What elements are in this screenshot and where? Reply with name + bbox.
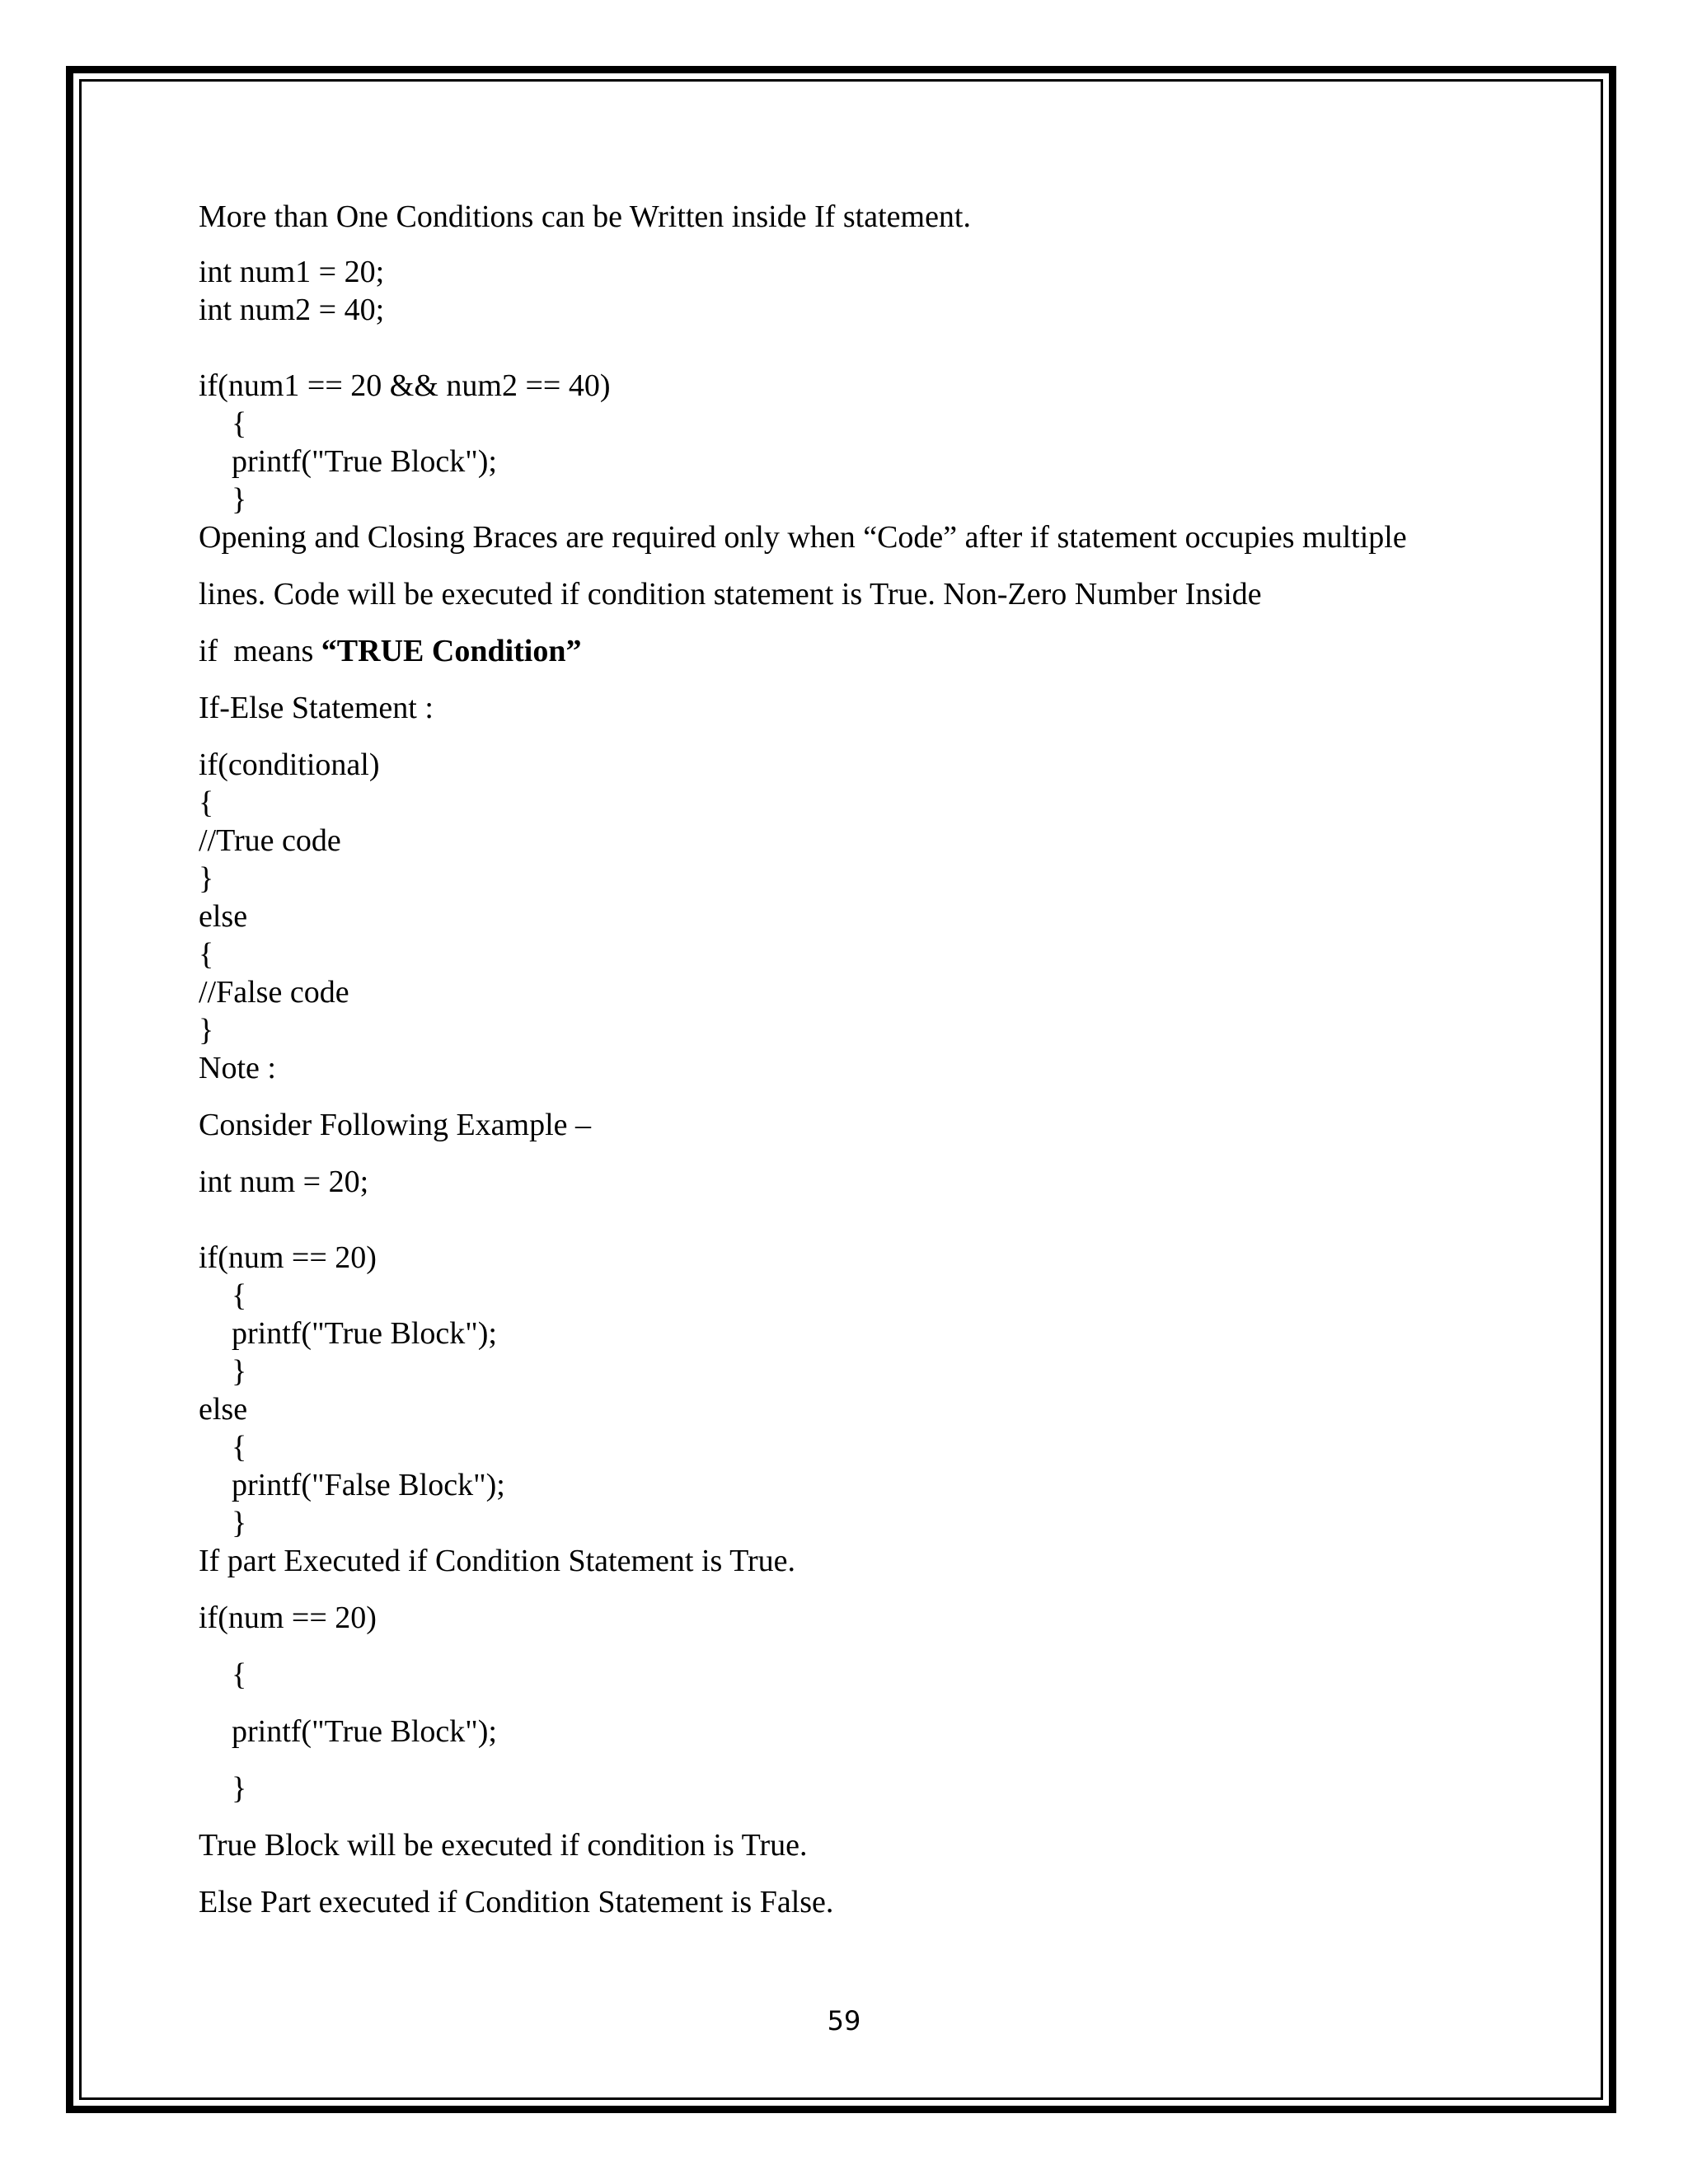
text-span: if means xyxy=(199,634,321,668)
page-number: 59 xyxy=(827,2005,861,2036)
text-line: Opening and Closing Braces are required only when “Code” after if statement occupies multiple xyxy=(199,520,1407,555)
text-line: Consider Following Example – xyxy=(199,1108,592,1142)
code-line: if(num == 20) xyxy=(199,1601,377,1635)
code-line: printf("True Block"); xyxy=(232,1316,497,1351)
code-line: } xyxy=(232,1506,247,1540)
text-line: If part Executed if Condition Statement is True. xyxy=(199,1544,796,1578)
code-line: } xyxy=(232,1771,247,1806)
code-line: else xyxy=(199,899,248,934)
code-line: else xyxy=(199,1392,248,1427)
code-line: { xyxy=(232,1430,247,1465)
code-line: if(num == 20) xyxy=(199,1240,377,1275)
code-line: int num = 20; xyxy=(199,1165,369,1199)
text-line: True Block will be executed if condition is True. xyxy=(199,1828,808,1863)
code-line: //True code xyxy=(199,823,341,858)
code-line: } xyxy=(232,1354,247,1389)
code-line: int num1 = 20; xyxy=(199,255,385,289)
code-line: if(num1 == 20 && num2 == 40) xyxy=(199,368,611,403)
text-line: Else Part executed if Condition Statement is False. xyxy=(199,1885,834,1919)
code-line: { xyxy=(199,937,214,972)
text-line xyxy=(199,632,582,670)
code-line: if(conditional) xyxy=(199,748,380,782)
code-line: } xyxy=(199,1013,214,1047)
bold-emphasis: “TRUE Condition” xyxy=(321,634,582,668)
code-line: { xyxy=(232,1278,247,1313)
code-line: printf("True Block"); xyxy=(232,444,497,479)
code-line: printf("True Block"); xyxy=(232,1714,497,1749)
code-line: { xyxy=(232,406,247,441)
text-line: lines. Code will be executed if condition statement is True. Non-Zero Number Inside xyxy=(199,577,1262,612)
code-line: { xyxy=(199,785,214,820)
code-line: { xyxy=(232,1657,247,1692)
code-line: //False code xyxy=(199,975,349,1010)
text-line: More than One Conditions can be Written inside If statement. xyxy=(199,199,971,234)
heading-line: If-Else Statement : xyxy=(199,691,434,725)
code-line: } xyxy=(232,482,247,517)
code-line: int num2 = 40; xyxy=(199,293,385,327)
code-line: } xyxy=(199,861,214,896)
code-line: printf("False Block"); xyxy=(232,1468,505,1502)
text-line: Note : xyxy=(199,1051,276,1085)
